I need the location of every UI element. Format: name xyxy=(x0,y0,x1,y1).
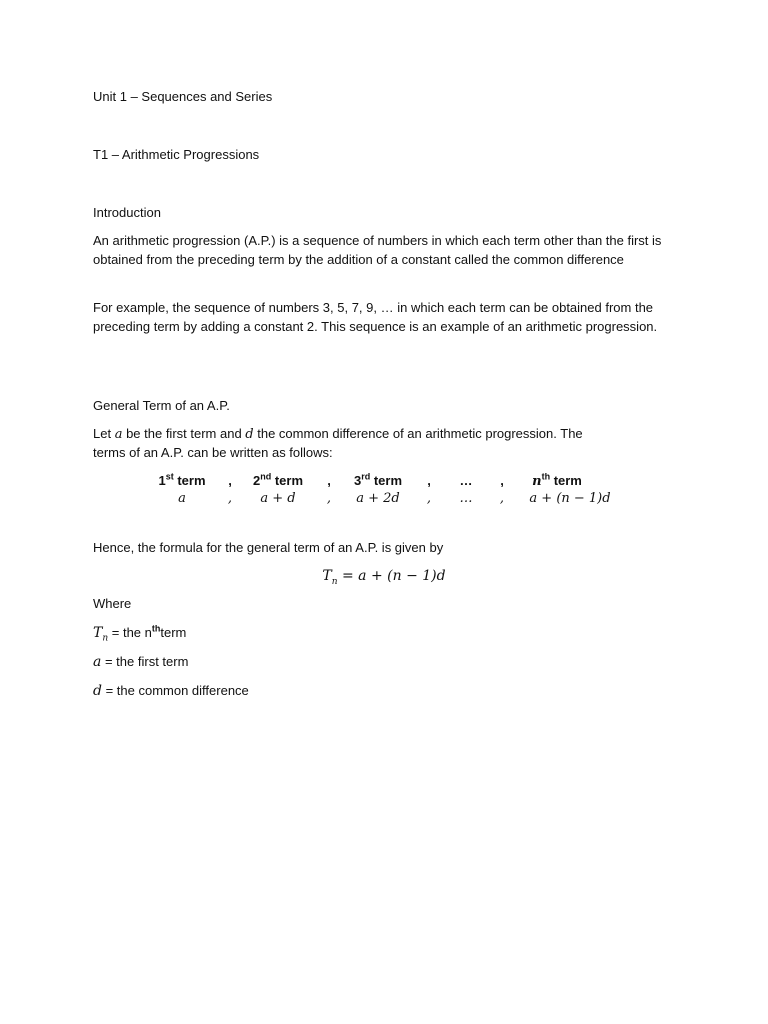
definition-Tn xyxy=(93,623,186,643)
where-label: Where xyxy=(93,596,132,611)
value-separator: , xyxy=(426,491,432,506)
terms-line: terms of an A.P. can be written as follows: xyxy=(93,445,333,460)
value-separator: , xyxy=(227,491,233,506)
term-separator: , xyxy=(427,473,431,488)
intro-paragraph-1-text: An arithmetic progression (A.P.) is a sequence of numbers in which each term other than the first is obtained from the preceding term by the addition of a constant called the common difference xyxy=(93,233,662,268)
definition-text: = the first term xyxy=(101,654,189,669)
definition-symbol: a xyxy=(93,654,102,670)
intro-paragraph-1 xyxy=(93,231,663,270)
definition-symbol: d xyxy=(93,683,102,699)
definition-rest: term xyxy=(160,625,187,640)
term-separator: , xyxy=(500,473,504,488)
intro-heading: Introduction xyxy=(93,205,161,220)
value-separator: , xyxy=(499,491,505,506)
topic-title: T1 – Arithmetic Progressions xyxy=(93,147,260,162)
definition-symbol: T xyxy=(93,625,103,641)
intro-paragraph-2-text: For example, the sequence of numbers 3, 5, 7, 9, … in which each term can be obtained from the preceding term by adding a constant 2. This sequence is an example of an arithmetic progression. xyxy=(93,300,658,335)
general-term-heading: General Term of an A.P. xyxy=(93,398,230,413)
term-value-2: a + d xyxy=(260,491,296,506)
term-value-1: a xyxy=(178,491,186,506)
term-header-1: 1st term xyxy=(158,471,206,488)
term-header-n: $n^{th}$ term xyxy=(532,471,582,489)
definition-text: = the common difference xyxy=(101,683,249,698)
value-separator: , xyxy=(326,491,332,506)
definition-sup: th xyxy=(151,623,161,634)
definition-a xyxy=(93,652,188,672)
formula-T: T xyxy=(322,568,332,584)
let-line xyxy=(93,424,583,444)
variable-d: d xyxy=(245,427,254,442)
variable-a: a xyxy=(114,427,123,442)
let-line-part1: Let xyxy=(93,426,115,441)
intro-paragraph-2 xyxy=(93,298,663,337)
definition-d xyxy=(93,681,249,701)
general-term-formula xyxy=(0,566,768,586)
term-separator: , xyxy=(228,473,232,488)
term-header-ellipsis: … xyxy=(459,473,473,488)
definition-sub: n xyxy=(102,633,109,644)
formula-rhs: = a + (n − 1)d xyxy=(337,568,446,584)
let-line-part3: the common difference of an arithmetic progression. The xyxy=(253,426,583,441)
term-header-3: 3rd term xyxy=(353,471,403,488)
unit-title: Unit 1 – Sequences and Series xyxy=(93,89,273,104)
term-value-ellipsis: … xyxy=(459,491,473,506)
terms-table xyxy=(93,472,675,512)
term-separator: , xyxy=(327,473,331,488)
term-value-n: a + (n − 1)d xyxy=(529,491,611,506)
definition-text: = the n xyxy=(108,625,152,640)
term-value-3: a + 2d xyxy=(356,491,400,506)
term-header-2: 2nd term xyxy=(252,471,304,488)
formula-sub-n: n xyxy=(331,576,338,587)
let-line-part2: be the first term and xyxy=(122,426,246,441)
hence-line: Hence, the formula for the general term of an A.P. is given by xyxy=(93,540,444,555)
